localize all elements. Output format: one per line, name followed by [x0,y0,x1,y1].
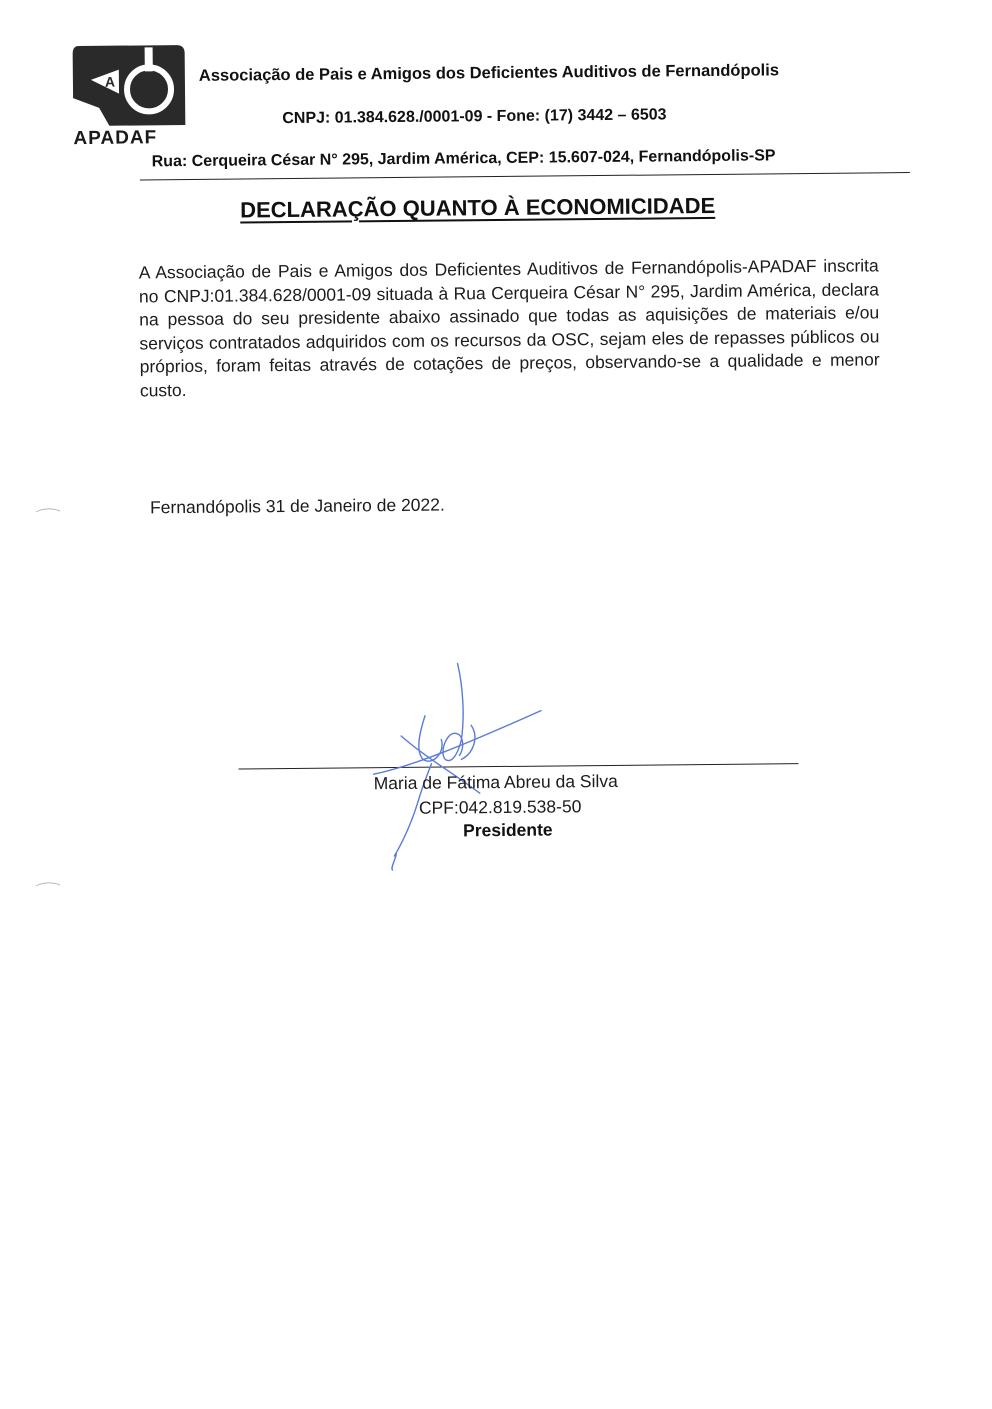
svg-text:A: A [104,73,116,90]
document-title: DECLARAÇÃO QUANTO À ECONOMICIDADE [240,192,716,223]
organization-address: Rua: Cerqueira César N° 295, Jardim América, CEP: 15.607-024, Fernandópolis-SP [151,147,776,171]
organization-cnpj-phone: CNPJ: 01.384.628./0001-09 - Fone: (17) 3442 – 6503 [282,106,667,128]
scan-artifact [35,506,61,514]
signatory-role: Presidente [463,819,553,841]
organization-name: Associação de Pais e Amigos dos Deficientes Auditivos de Fernandópolis [198,61,780,85]
signatory-name: Maria de Fátima Abreu da Silva [373,770,618,794]
place-and-date: Fernandópolis 31 de Janeiro de 2022. [149,494,445,518]
declaration-paragraph: A Associação de Pais e Amigos dos Deficientes Auditivos de Fernandópolis-APADAF inscrita no CNPJ:01.384.628/0001-09 situada à Rua Cerqueira César N° 295, Jardim América, declara na pessoa do seu presidente abaixo assinado que todas as aquisições de materiais e/ou serviços contratados adquiridos com os recursos da OSC, sejam eles de repasses públicos ou próprios, foram feitas através de cotações de preços, observando-se a qualidade e menor custo. [138,255,880,400]
header-divider [140,172,910,180]
scan-artifact [35,880,61,888]
logo-wordmark: APADAF [73,127,158,150]
handwritten-signature [352,654,564,876]
signatory-cpf: CPF:042.819.538-50 [418,796,582,818]
